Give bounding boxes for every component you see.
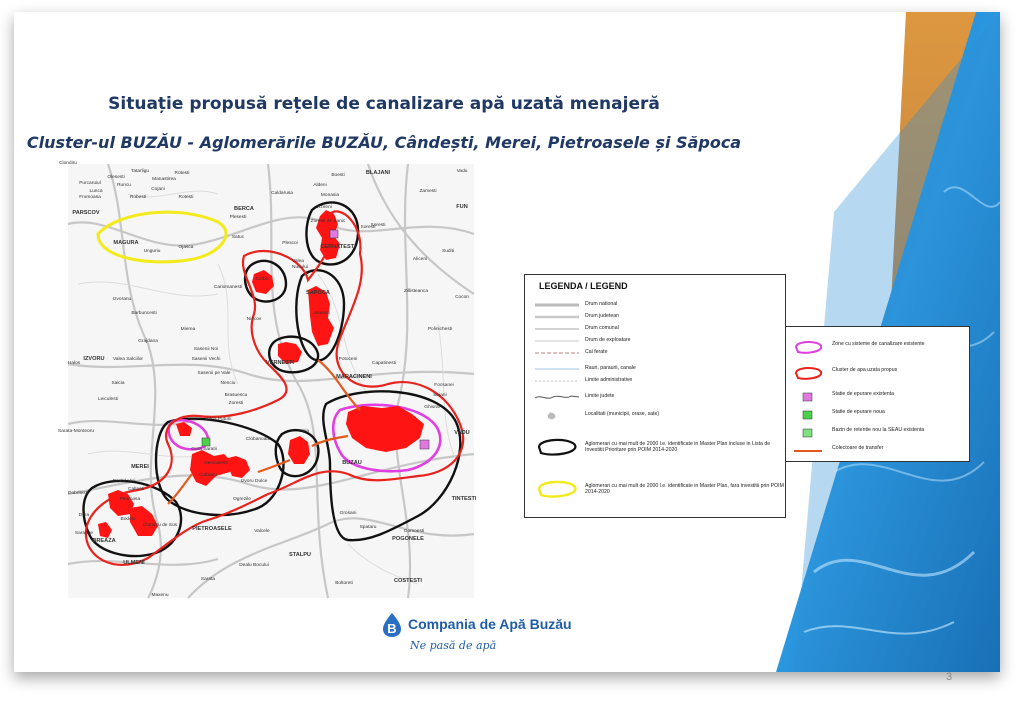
place-label: BREAZA bbox=[92, 538, 116, 544]
place-label: Dobrilesti bbox=[68, 491, 88, 496]
river-symbol bbox=[533, 365, 581, 373]
admin-boundary-symbol bbox=[533, 377, 581, 385]
place-label: Bodeni bbox=[120, 517, 136, 522]
place-label: Nenciu bbox=[220, 381, 236, 386]
cluster-map bbox=[58, 161, 477, 598]
place-label: Clondiru de Sus bbox=[142, 523, 178, 528]
place-label: Pietroasa bbox=[119, 497, 141, 502]
place-label: ULMENI bbox=[123, 560, 145, 566]
slide bbox=[14, 12, 1000, 672]
wwtp-existing-symbol bbox=[792, 389, 824, 405]
place-label: Grajdana bbox=[138, 339, 158, 344]
place-label: Focsanei bbox=[434, 383, 454, 388]
place-label: Bajani bbox=[433, 393, 447, 398]
place-label: Polinichesti bbox=[427, 327, 453, 332]
place-label: Valea Salciilor bbox=[112, 357, 144, 362]
place-label: Boltoreti bbox=[335, 581, 353, 586]
company-logo-icon bbox=[380, 612, 404, 638]
place-label: Zoresti de Sanic bbox=[310, 219, 346, 224]
place-label: Valea bbox=[292, 259, 304, 264]
place-label: Cariomanesti bbox=[213, 285, 243, 290]
place-label: Sarata bbox=[200, 577, 216, 582]
company-logo bbox=[380, 612, 620, 662]
place-label: BUZAU bbox=[342, 460, 362, 466]
place-label: Maxenu bbox=[151, 593, 169, 598]
place-label: Niscov bbox=[246, 317, 262, 322]
place-label: Plescoi bbox=[282, 241, 298, 246]
wwtp-existing-cernatesti bbox=[330, 230, 338, 238]
place-label: CERNATESTI bbox=[320, 244, 356, 250]
road-communal-symbol bbox=[533, 325, 581, 333]
place-label: STALPU bbox=[289, 552, 311, 558]
place-label: Gura Saratii bbox=[191, 447, 217, 452]
page-number: 3 bbox=[946, 671, 953, 683]
place-label: Tatarligu bbox=[130, 169, 150, 174]
place-label: Sasenii Noi bbox=[193, 347, 219, 352]
place-label: PARSCOV bbox=[72, 210, 100, 216]
place-label: POGONELE bbox=[392, 536, 424, 542]
place-label: Clobanoaia bbox=[245, 437, 271, 442]
place-label: Izvoru Dulce bbox=[240, 479, 268, 484]
place-label: Soresti bbox=[370, 223, 386, 228]
legend-title: LEGENDA / LEGEND bbox=[539, 281, 628, 291]
wwtp-new-merei bbox=[202, 438, 210, 446]
place-label: Suditi bbox=[442, 249, 454, 254]
place-label: Zillisteanca bbox=[404, 289, 428, 294]
place-label: Mierea bbox=[180, 327, 196, 332]
place-label: Boesti bbox=[331, 173, 345, 178]
priority-outline-symbol bbox=[533, 437, 581, 457]
place-label: Zamesti bbox=[419, 189, 437, 194]
place-label: Runcu bbox=[117, 183, 131, 188]
place-label: Izvoranu bbox=[112, 297, 132, 302]
place-label: Satuc bbox=[231, 235, 245, 240]
place-label: VERNESTI bbox=[266, 360, 294, 366]
place-label: Sasenii pe Vale bbox=[197, 371, 231, 376]
place-label: Rotesti bbox=[178, 195, 194, 200]
place-label: Halos bbox=[67, 361, 81, 366]
place-label: Sarange bbox=[74, 531, 94, 536]
place-label: Capatinesti bbox=[372, 361, 396, 366]
place-label: Spataru bbox=[359, 525, 377, 530]
slide-subtitle: Cluster-ul BUZĂU - Aglomerările BUZĂU, Cândești, Merei, Pietroasele și Săpoca bbox=[26, 133, 742, 152]
place-label: Aliceni bbox=[412, 257, 428, 262]
proposed-cluster-symbol bbox=[792, 365, 824, 381]
place-label: Unguriu bbox=[143, 249, 161, 254]
place-label: IZVORU bbox=[83, 356, 105, 362]
road-national-symbol bbox=[533, 301, 581, 309]
wwtp-new-symbol bbox=[792, 407, 824, 423]
place-label: SAPOCA bbox=[306, 290, 330, 296]
company-tagline: Ne pasă de apă bbox=[410, 639, 497, 652]
wwtp-existing-buzau bbox=[420, 440, 429, 449]
place-label: Caltesti bbox=[128, 487, 144, 492]
place-label: BERCA bbox=[234, 206, 254, 212]
place-label: PIETROASELE bbox=[192, 526, 232, 532]
cluster-magura bbox=[98, 212, 226, 262]
place-label: Nenciulesti bbox=[204, 461, 228, 466]
place-label: Lipia bbox=[298, 429, 310, 434]
road-county-symbol bbox=[533, 313, 581, 321]
place-label: Valea Puturii bbox=[204, 417, 232, 422]
place-label: Dealu Bocului bbox=[239, 563, 269, 568]
place-label: BLAJANI bbox=[365, 170, 391, 176]
place-label: VADU bbox=[454, 430, 470, 436]
legend-panel-secondary: Zone cu sisteme de canalizare existente Cluster de apa uzata propus Statie de epurare existenta Statie de epurare noua Bazin de retentie nou la SEAU existenta Colectoare de transfer bbox=[785, 326, 970, 462]
place-label: Clondiru bbox=[59, 161, 77, 166]
place-label: Ojasca bbox=[178, 245, 194, 250]
place-label: Sarata-Monteoru bbox=[58, 429, 94, 434]
locality-symbol bbox=[533, 411, 581, 419]
railway-symbol bbox=[533, 349, 581, 357]
place-label: Plesesti bbox=[229, 215, 247, 220]
place-label: COSTESTI bbox=[394, 578, 422, 584]
place-label: Ogrezile bbox=[233, 497, 251, 502]
place-label: Potoceni bbox=[338, 357, 358, 362]
place-label: Caldarusa bbox=[271, 191, 293, 196]
place-label: Dara bbox=[78, 513, 90, 518]
place-label: Gomoesti bbox=[403, 529, 425, 534]
transfer-collector-symbol bbox=[792, 443, 824, 459]
no-investment-outline-symbol bbox=[533, 479, 581, 499]
legend-panel: LEGENDA / LEGEND Drum national Drum judetean Drum comunal Drum de exploatare Cai ferate Rauri, paraurii, canale Limite administrative Limite judete Localitati (municipii, orase, sate) Aglomerari cu mai mult de 2000 l.e. identificate in Master Plan incluse in Lista de Investitii Prioritare prin POIM 2014-2020 Aglomerari cu mai mult de 2000 l.e. identificate in Master Plan, fara investitii prin POIM 2014-2020 bbox=[524, 274, 786, 518]
place-label: Salcia bbox=[111, 381, 125, 386]
retention-basin-symbol bbox=[792, 425, 824, 441]
place-label: MARACINENI bbox=[336, 374, 372, 380]
place-label: Corbu bbox=[255, 277, 269, 282]
county-boundary-symbol bbox=[533, 393, 581, 401]
place-label: Matesti bbox=[314, 311, 330, 316]
place-label: MEREI bbox=[131, 464, 149, 470]
place-label: Zoresti bbox=[228, 401, 244, 406]
place-label: Ghiurai bbox=[424, 405, 440, 410]
company-name: Compania de Apă Buzău bbox=[408, 616, 572, 632]
place-label: Sasenii Vechi bbox=[191, 357, 221, 362]
place-label: Purcaruiul bbox=[79, 181, 101, 186]
place-label: Nucului bbox=[292, 265, 308, 270]
place-label: Rotesti bbox=[174, 171, 190, 176]
place-label: Grosani bbox=[339, 511, 357, 516]
place-label: Dealul Viei bbox=[112, 479, 136, 484]
place-label: FUN bbox=[456, 204, 468, 210]
place-label: Manastirea bbox=[152, 177, 176, 182]
place-label: Soresti bbox=[360, 225, 376, 230]
place-label: Monasia bbox=[320, 193, 340, 198]
place-label: Ciobanu bbox=[199, 473, 217, 478]
place-label: Lunca bbox=[89, 189, 103, 194]
place-label: Olesesti bbox=[107, 175, 125, 180]
place-label: TINTESTI bbox=[451, 496, 477, 502]
svg-text:B: B bbox=[387, 621, 397, 636]
place-label: Valcele bbox=[254, 529, 270, 534]
place-label: Cojani bbox=[151, 187, 165, 192]
place-label: Frumoasa bbox=[79, 195, 101, 200]
place-label: Aldeni bbox=[313, 183, 327, 188]
place-label: Barbuncesti bbox=[131, 311, 157, 316]
place-label: Vizireni bbox=[316, 205, 332, 210]
place-label: Cocon bbox=[455, 295, 469, 300]
place-label: MAGURA bbox=[113, 240, 139, 246]
slide-title: Situație propusă rețele de canalizare apă uzată menajeră bbox=[108, 94, 660, 114]
place-label: Robesti bbox=[129, 195, 147, 200]
existing-zone-symbol bbox=[792, 339, 824, 355]
place-label: Vadu bbox=[456, 169, 468, 174]
place-label: Brasuescu bbox=[224, 393, 248, 398]
place-label: Leiculesti bbox=[98, 397, 118, 402]
road-farm-symbol bbox=[533, 337, 581, 345]
